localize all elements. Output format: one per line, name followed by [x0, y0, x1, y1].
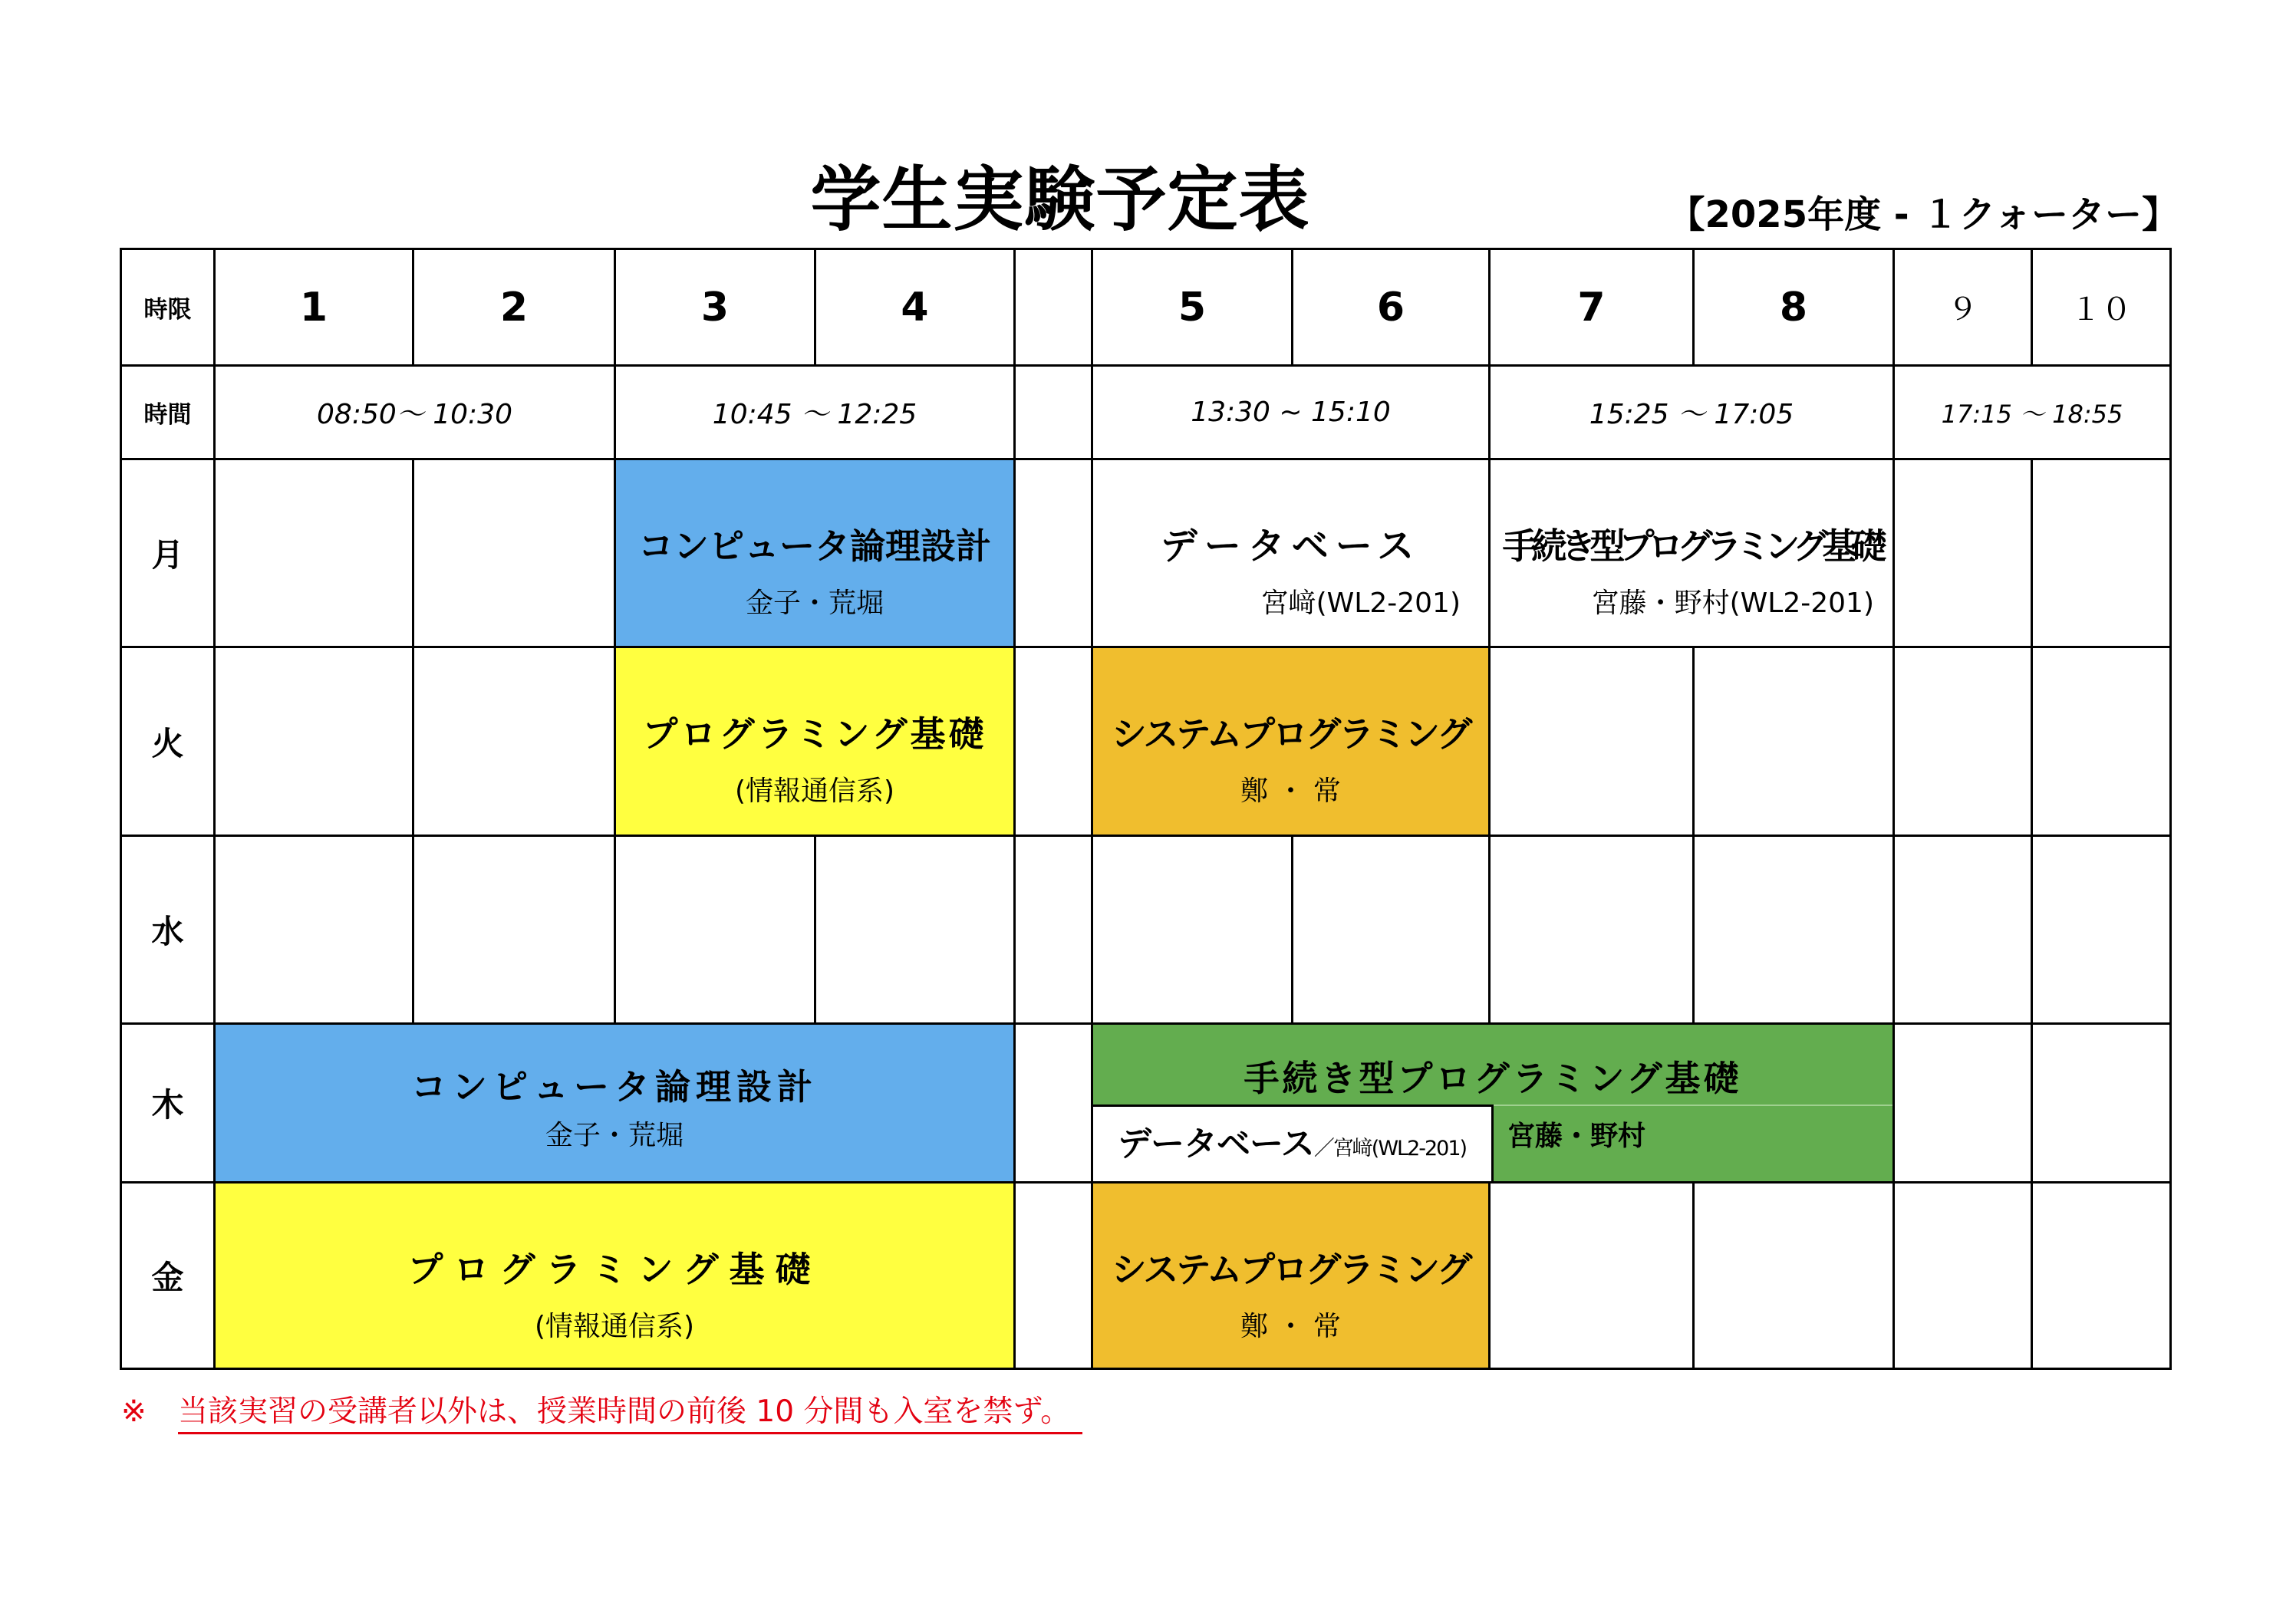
empty-slot	[1895, 648, 2033, 837]
class-target-group: (情報通信系)	[534, 1311, 695, 1342]
break-column-cell	[1016, 250, 1093, 367]
empty-slot	[2033, 460, 2172, 648]
empty-slot	[2033, 648, 2172, 837]
day-label-wed: 水	[122, 837, 216, 1025]
empty-slot	[1491, 648, 1695, 837]
time-header-label: 時間	[122, 367, 216, 460]
break-column-cell	[1016, 1025, 1093, 1184]
day-label-thu: 木	[122, 1025, 216, 1184]
empty-slot	[2033, 1184, 2172, 1370]
footer-note	[121, 1392, 1082, 1434]
empty-slot	[1895, 837, 2033, 1025]
class-thu-p5-8	[1093, 1025, 1895, 1184]
time-range-p3-4: 10:45 ～ 12:25	[616, 367, 1016, 460]
day-label-mon: 月	[122, 460, 216, 648]
period-number-3: 3	[616, 250, 816, 367]
break-column-cell	[1016, 837, 1093, 1025]
class-mon-p3-4	[616, 460, 1016, 648]
class-mon-p5-6	[1093, 460, 1491, 648]
period-number-6: 6	[1293, 250, 1491, 367]
class-instructors: 鄭 ・ 常	[1240, 1311, 1341, 1342]
class-instructors: 金子・荒堀	[745, 588, 884, 619]
page-title: 学生実験予定表	[810, 159, 1310, 241]
class-name: コンピュータ論理設計	[411, 1066, 818, 1108]
empty-slot	[414, 460, 616, 648]
class-instructors: 金子・荒堀	[545, 1120, 684, 1151]
class-instructors: 宮藤・野村(WL2-201)	[1591, 588, 1874, 619]
time-range-p7-8: 15:25 ～ 17:05	[1491, 367, 1895, 460]
period-number-7: 7	[1491, 250, 1695, 367]
empty-slot	[1895, 460, 2033, 648]
empty-slot	[1695, 837, 1895, 1025]
period-number-2: 2	[414, 250, 616, 367]
period-number-8: 8	[1695, 250, 1895, 367]
break-column-cell	[1016, 648, 1093, 837]
empty-slot	[2033, 1025, 2172, 1184]
class-tue-p3-4	[616, 648, 1016, 837]
empty-slot	[414, 648, 616, 837]
empty-slot	[1895, 1025, 2033, 1184]
period-header-label: 時限	[122, 250, 216, 367]
class-instructors: 鄭 ・ 常	[1240, 775, 1341, 807]
empty-slot	[216, 648, 414, 837]
inset-class-box	[1093, 1104, 1494, 1181]
empty-slot	[616, 837, 816, 1025]
class-name: データベース	[1160, 525, 1421, 568]
timetable	[120, 248, 2172, 1370]
note-text: 当該実習の受講者以外は、授業時間の前後 10 分間も入室を禁ず。	[178, 1392, 1082, 1434]
time-range-p9-10: 17:15 ～ 18:55	[1895, 367, 2172, 460]
inset-class-text	[1118, 1123, 1466, 1166]
inset-class-instructor-room: ／宮﨑(WL2-201)	[1313, 1136, 1467, 1160]
break-column-cell	[1016, 460, 1093, 648]
class-target-group: (情報通信系)	[734, 775, 895, 807]
class-name: 手続き型プログラミング基礎	[1244, 1058, 1742, 1099]
period-number-1: 1	[216, 250, 414, 367]
class-name: システムプログラミング	[1111, 713, 1471, 755]
empty-slot	[2033, 837, 2172, 1025]
class-title-area	[1093, 1025, 1892, 1104]
period-number-5: 5	[1093, 250, 1293, 367]
time-range-p1-2: 08:50～ 10:30	[216, 367, 616, 460]
empty-slot	[1491, 1184, 1695, 1370]
period-number-4: 4	[816, 250, 1016, 367]
time-range-p5-6: 13:30 ~ 15:10	[1093, 367, 1491, 460]
period-number-10: １０	[2033, 250, 2172, 367]
empty-slot	[216, 837, 414, 1025]
empty-slot	[1293, 837, 1491, 1025]
break-column-cell	[1016, 1184, 1093, 1370]
empty-slot	[1695, 648, 1895, 837]
empty-slot	[1695, 1184, 1895, 1370]
term-label: 【2025年度 - １クォーター】	[1668, 193, 2179, 236]
inset-class-name: データベース	[1118, 1124, 1314, 1164]
class-detail-area	[1093, 1104, 1892, 1181]
class-fri-p1-4	[216, 1184, 1016, 1370]
class-name: 手続き型プログラミング基礎	[1502, 525, 1881, 567]
class-name: システムプログラミング	[1111, 1249, 1471, 1290]
class-mon-p7-8	[1491, 460, 1895, 648]
class-thu-p1-4	[216, 1025, 1016, 1184]
day-label-tue: 火	[122, 648, 216, 837]
empty-slot	[414, 837, 616, 1025]
empty-slot	[1491, 837, 1695, 1025]
empty-slot	[1093, 837, 1293, 1025]
empty-slot	[216, 460, 414, 648]
class-name: コンピュータ論理設計	[638, 525, 991, 567]
class-tue-p5-6	[1093, 648, 1491, 837]
break-column-cell	[1016, 367, 1093, 460]
period-number-9: ９	[1895, 250, 2033, 367]
class-fri-p5-6	[1093, 1184, 1491, 1370]
class-instructors: 宮﨑(WL2-201)	[1260, 588, 1461, 619]
note-mark: ※	[121, 1394, 147, 1429]
empty-slot	[816, 837, 1016, 1025]
empty-slot	[1895, 1184, 2033, 1370]
class-instructors: 宮藤・野村	[1494, 1104, 1892, 1181]
class-name: プログラミング基礎	[642, 713, 987, 755]
day-label-fri: 金	[122, 1184, 216, 1370]
class-name: プログラミング基礎	[407, 1249, 822, 1290]
